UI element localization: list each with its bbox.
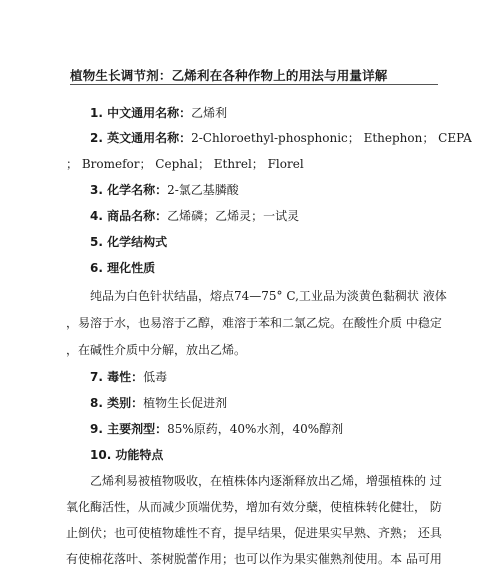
item-label: 3. 化学名称： bbox=[90, 183, 168, 197]
item-value: 85%原药，40%水剂，40%醇剂 bbox=[167, 422, 344, 436]
paragraph-line: ，在碱性介质中分解，放出乙烯。 bbox=[66, 343, 247, 357]
title-underline bbox=[70, 84, 438, 85]
paragraph-line: ，易溶于水，也易溶于乙醇，难溶于苯和二氯乙烷。在酸性介质 中稳定 bbox=[66, 316, 442, 330]
item-value: 2-氯乙基膦酸 bbox=[167, 183, 239, 197]
item-value: 2-Chloroethyl-phosphonic； Ethephon； CEPA bbox=[191, 131, 472, 145]
item-english-name-cont bbox=[66, 155, 304, 173]
paragraph-line: 乙烯利易被植物吸收，在植株体内逐渐释放出乙烯，增强植株的 过 bbox=[90, 474, 442, 488]
item-toxicity bbox=[90, 368, 167, 386]
item-label: 1. 中文通用名称： bbox=[90, 106, 192, 120]
item-structure bbox=[90, 233, 167, 251]
item-english-name bbox=[90, 129, 472, 147]
item-label: 8. 类别： bbox=[90, 396, 144, 410]
item-label: 2. 英文通用名称： bbox=[90, 131, 192, 145]
item-label: 10. 功能特点 bbox=[90, 448, 164, 462]
item-label: 6. 理化性质 bbox=[90, 261, 156, 275]
item-category bbox=[90, 394, 227, 412]
item-label: 9. 主要剂型： bbox=[90, 422, 168, 436]
item-label: 4. 商品名称： bbox=[90, 209, 168, 223]
item-properties bbox=[90, 259, 155, 277]
item-value: ； Bromefor； Cephal； Ethrel； Florel bbox=[66, 157, 304, 171]
paragraph-line: 纯品为白色针状结晶，熔点74—75° C,工业品为淡黄色黏稠状 液体 bbox=[90, 289, 447, 303]
item-value: 乙烯利 bbox=[191, 106, 228, 120]
item-chemical-name bbox=[90, 181, 239, 199]
item-label: 7. 毒性： bbox=[90, 370, 144, 384]
paragraph-line: 止倒伏；也可使植物雄性不育，提早结果，促进果实早熟、齐熟； 还具 bbox=[66, 526, 442, 540]
document-title: 植物生长调节剂：乙烯利在各种作物上的用法与用量详解 bbox=[70, 68, 388, 83]
item-chinese-name bbox=[90, 104, 227, 122]
item-trade-name bbox=[90, 207, 299, 225]
item-value: 乙烯磷；乙烯灵；一试灵 bbox=[167, 209, 300, 223]
item-label: 5. 化学结构式 bbox=[90, 235, 168, 249]
item-formulation bbox=[90, 420, 343, 438]
paragraph-line: 氧化酶活性，从而减少顶端优势，增加有效分蘖，使植株转化健壮， 防 bbox=[66, 500, 442, 514]
paragraph-line: 有使棉花落叶、茶树脱蕾作用；也可以作为果实催熟剂使用。本 品可用 bbox=[66, 552, 442, 566]
item-function bbox=[90, 446, 163, 464]
item-value: 植物生长促进剂 bbox=[143, 396, 228, 410]
item-value: 低毒 bbox=[143, 370, 168, 384]
